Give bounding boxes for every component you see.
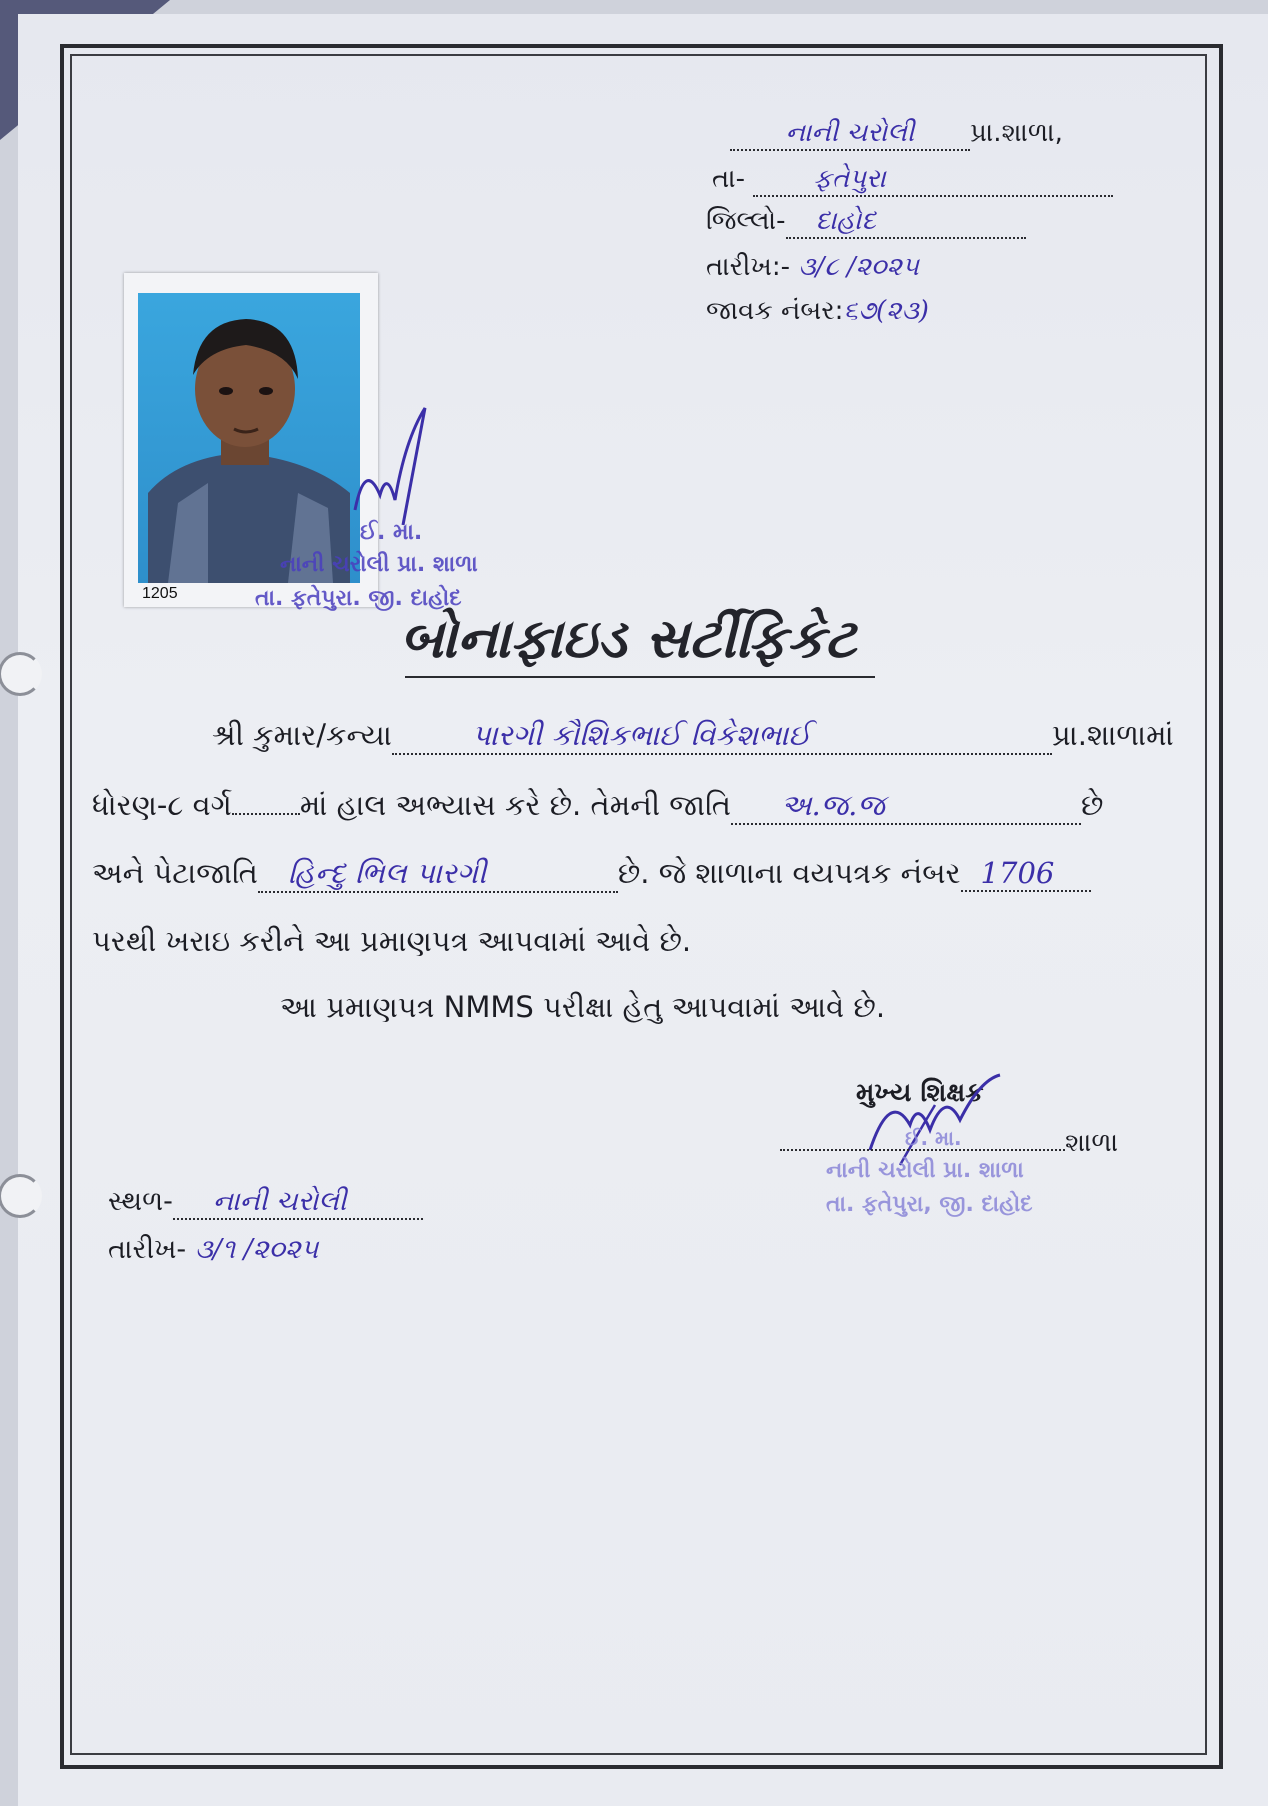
header-date-value: ૩/૮ /૨૦૨૫ [798, 252, 919, 282]
body-line-2 [92, 788, 1103, 825]
place-value: નાની ચરોલી [173, 1186, 423, 1220]
photo-stamp-line1: ઈ. મા. [360, 520, 423, 545]
student-label: શ્રી કુમાર/કન્યા [212, 718, 392, 752]
footer-date-value: ૩/૧ /૨૦૨૫ [194, 1234, 319, 1265]
header-district-line [706, 206, 1026, 239]
photo-stamp-line3: તા. ફતેપુરા. જી. દાહોદ [255, 586, 462, 611]
body-line-4: પરથી ખરાઇ કરીને આ પ્રમાણપત્ર આપવામાં આવે છે. [92, 924, 692, 958]
standard-label: ધોરણ-૮ વર્ગ [92, 788, 232, 822]
header-outward-line [706, 296, 929, 327]
class-blank [232, 813, 300, 815]
sign-stamp-line3: તા. ફતેપુરા, જી. દાહોદ [826, 1192, 1033, 1217]
footer-date-label: તારીખ- [108, 1234, 187, 1265]
student-name: પારગી કૌશિકભાઈ વિકેશભાઈ [392, 718, 1052, 755]
header-date-label: તારીખ:- [706, 252, 790, 282]
taluka-value: ફતેપુરા [753, 164, 1113, 197]
district-label: જિલ્લો- [706, 206, 786, 236]
place-label: સ્થળ- [108, 1186, 173, 1217]
body-line-5: આ પ્રમાણપત્ર NMMS પરીક્ષા હેતુ આપવામાં આવે છે. [280, 990, 886, 1024]
header-school-line [730, 118, 1063, 151]
header-school-suffix: પ્રા.શાળા, [970, 118, 1063, 148]
body-line-1 [212, 718, 1174, 755]
header-date-line [706, 252, 919, 283]
district-value: દાહોદ [786, 206, 1026, 239]
register-number: 1706 [961, 856, 1091, 892]
certificate-title: બોનાફાઇડ સર્ટીફિકેટ [400, 606, 857, 670]
sign-stamp-line2: નાની ચરોલી પ્રા. શાળા [826, 1158, 1024, 1183]
photo-number: 1205 [142, 585, 178, 602]
register-label: છે. જે શાળાના વયપત્રક નંબર [617, 856, 961, 890]
header-taluka-line [712, 164, 1113, 197]
sign-stamp-line1: ઈ. મા. [905, 1126, 962, 1150]
taluka-label: તા- [712, 164, 745, 194]
student-portrait-image [138, 293, 360, 583]
signatory-title: મુખ્ય શિક્ષક [856, 1078, 984, 1108]
footer-place-line [108, 1186, 423, 1220]
school-in-label: પ્રા.શાળામાં [1051, 718, 1174, 752]
subcaste-value: હિન્દુ ભિલ પારગી [258, 856, 618, 893]
caste-suffix: છે [1080, 788, 1104, 822]
punch-hole-bottom [0, 1174, 42, 1218]
header-school-name: નાની ચરોલી [730, 118, 970, 151]
punch-hole-top [0, 652, 42, 696]
title-underline [405, 676, 875, 678]
subcaste-label: અને પેટાજાતિ [92, 856, 258, 890]
photo-signature [345, 400, 435, 540]
outward-value: ૬૭(૨૩) [843, 296, 929, 326]
footer-date-line [108, 1234, 318, 1266]
photo-stamp-line2: નાની ચરોલી પ્રા. શાળા [280, 552, 478, 577]
outward-label: જાવક નંબર: [706, 296, 844, 326]
caste-value: અ.જ.જ [731, 788, 1081, 825]
body-line-3 [92, 856, 1091, 893]
study-text: માં હાલ અભ્યાસ કરે છે. તેમની જાતિ [299, 788, 731, 822]
student-photo [138, 293, 360, 583]
signature-school-word: શાળા [1065, 1128, 1119, 1158]
